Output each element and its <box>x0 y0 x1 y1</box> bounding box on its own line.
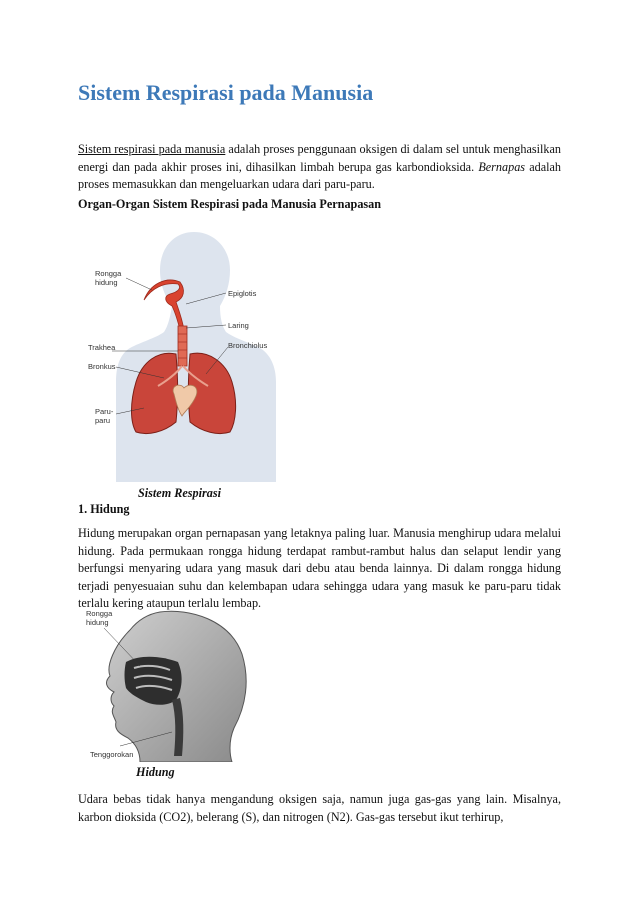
intro-text-2: adalah proses memasukkan dan mengeluarkan udara dari paru-paru. <box>78 159 561 191</box>
paragraph-2: Udara bebas tidak hanya mengandung oksigen saja, namun juga gas-gas yang lain. Misalnya, karbon dioksida (CO2), belerang (S), dan nitrogen (N2). Gas-gas tersebut ikut terhirup, <box>78 792 561 824</box>
nose-figure <box>80 606 250 762</box>
label-bronchiolus: Bronchiolus <box>228 341 268 350</box>
page-title: Sistem Respirasi pada Manusia <box>78 80 374 105</box>
intro-text-1: adalah proses penggunaan oksigen di dalam sel untuk menghasilkan energi dan pada akhir proses ini, dihasilkan limbah berupa gas karbondioksida. <box>78 142 561 174</box>
label-paru-2: paru <box>95 416 111 425</box>
label-laring: Laring <box>228 321 249 330</box>
intro-paragraph <box>78 141 561 194</box>
section1-body: Hidung merupakan organ pernapasan yang letaknya paling luar. Manusia menghirup udara melalui hidung. Pada permukaan rongga hidung terdapat rambut-rambut halus dan selaput lendir yang berfungsi menyaring udara yang masuk dari debu atau benda lainnya. Di dalam rongga hidung terjadi penyesuaian suhu dan kelembapan udara sehingga udara yang masuk ke paru-paru tidak terlalu kering ataupun terlalu lembap. <box>78 526 561 610</box>
label-rongga-2: Rongga <box>86 609 113 618</box>
label-epiglotis: Epiglotis <box>228 289 257 298</box>
label-bronkus: Bronkus <box>88 362 116 371</box>
label-paru: Paru- <box>95 407 114 416</box>
label-hidung: hidung <box>95 278 118 287</box>
figure2-caption: Hidung <box>136 765 175 779</box>
intro-term: Sistem respirasi pada manusia <box>78 142 226 156</box>
respiratory-system-figure <box>86 226 286 482</box>
section1-heading: 1. Hidung <box>78 502 130 516</box>
label-rongga: Rongga <box>95 269 122 278</box>
intro-bernapas: Bernapas <box>478 159 526 174</box>
label-trakhea: Trakhea <box>88 343 116 352</box>
trachea-shape <box>178 326 187 366</box>
organ-heading: Organ-Organ Sistem Respirasi pada Manusia Pernapasan <box>78 197 382 211</box>
figure1-caption: Sistem Respirasi <box>138 486 221 500</box>
label-tenggorokan: Tenggorokan <box>90 750 134 759</box>
label-hidung-2: hidung <box>86 618 109 627</box>
